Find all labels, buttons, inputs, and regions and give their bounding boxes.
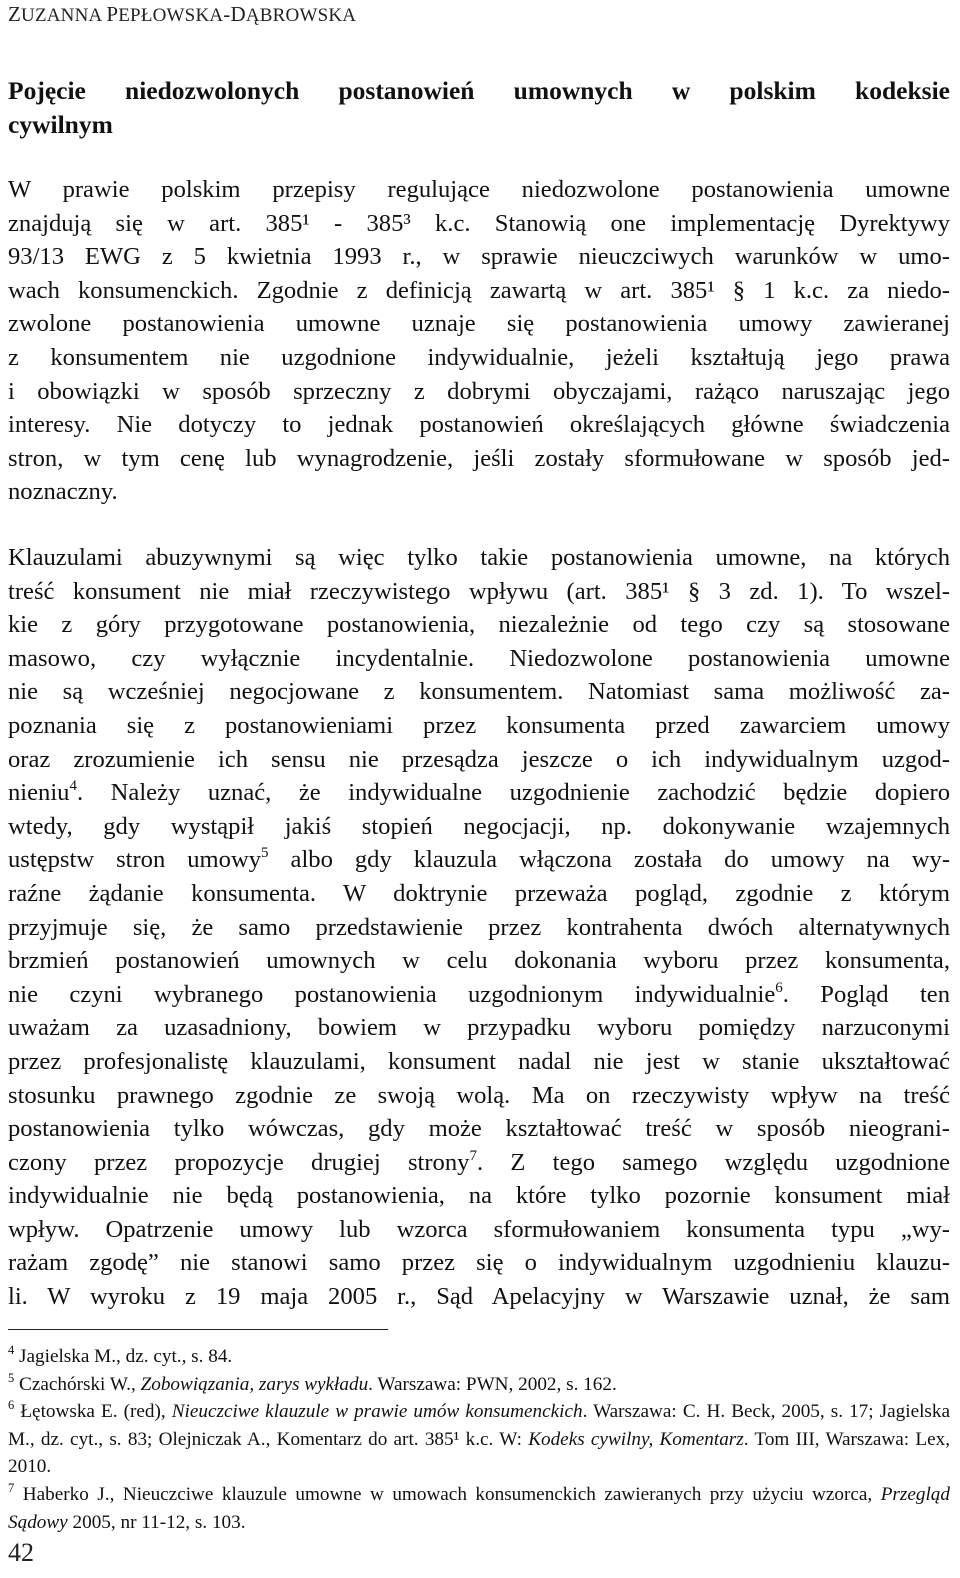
text-line (8, 1079, 950, 1113)
line-text: indywidualnie nie będą postanowienia, na które tylko pozornie konsument miał (8, 1182, 950, 1210)
line-text: nieniu (8, 779, 70, 807)
running-head-part: ĄBROWSKA (245, 5, 357, 26)
line-text: przyjmuje się, że samo przedstawienie przez kontrahenta dwóch alternatywnych (8, 913, 950, 941)
footnote-number: 6 (8, 1398, 15, 1413)
line-text: uważam za uzasadniony, bowiem w przypadku wyboru pomiędzy narzuconymi (8, 1014, 950, 1042)
line-text: nie czyni wybranego postanowienia uzgodnionym indywidualnie (8, 980, 776, 1008)
footnote-reference[interactable]: 7 (469, 1147, 477, 1164)
footnote-text: . Warszawa: C. H. Beck, 2005, s. 17; Jagielska M., dz. cyt., s. 83; Olejniczak A., Komentarz do art. 385¹ k.c. W: (8, 1401, 951, 1450)
paragraph-1 (8, 173, 950, 509)
footnote-separator (8, 1329, 388, 1330)
line-text: kie z góry przygotowane postanowienia, niezależnie od tego czy są stosowane (8, 611, 950, 639)
text-line: i obowiązki w sposób sprzeczny z dobrymi obyczajami, rażąco naruszając jego (8, 377, 950, 405)
text-line (8, 608, 950, 642)
line-text: przez profesjonalistę klauzulami, konsument nadal nie jest w stanie ukształtować (8, 1047, 950, 1075)
footnote-reference[interactable]: 4 (69, 778, 77, 795)
text-line (8, 642, 950, 676)
line-text: . Należy uznać, że indywidualne uzgodnienie zachodzić będzie dopiero (76, 779, 950, 807)
line-text: oraz zrozumienie ich sensu nie przesądza jeszcze o ich indywidualnym uzgod- (8, 745, 950, 773)
page-number: 42 (8, 1538, 34, 1567)
footnote-italic: Przegląd Sądowy (8, 1483, 950, 1533)
footnote-text: . Tom III, Warszawa: Lex, 2010. (8, 1428, 951, 1478)
line-text: Klauzulami abuzywnymi są więc tylko takie postanowienia umowne, na których (8, 544, 950, 571)
text-line: znajdują się w art. 385¹ - 385³ k.c. Stanowią one implementację Dyrektywy (8, 209, 950, 237)
text-line (8, 978, 950, 1012)
footnote-text: 2005, nr 11-12, s. 103. (67, 1511, 246, 1533)
text-line (8, 1146, 950, 1180)
footnote-text: . Warszawa: PWN, 2002, s. 162. (368, 1373, 617, 1395)
text-line: zwolone postanowienia umowne uznaje się postanowienia umowy zawieranej (8, 310, 950, 338)
text-line: 93/13 EWG z 5 kwietnia 1993 r., w sprawie nieuczciwych warunków w umo- (8, 243, 950, 271)
line-text: brzmień postanowień umownych w celu dokonania wyboru przez konsumenta, (8, 947, 950, 975)
line-text: wtedy, gdy wystąpił jakiś stopień negocjacji, np. dokonywanie wzajemnych (8, 812, 950, 840)
footnote-text: Czachórski W., (19, 1373, 141, 1395)
footnote-number: 7 (8, 1480, 15, 1495)
line-text: . Z tego samego względu uzgodnione (476, 1148, 951, 1176)
footnote-number: 4 (8, 1343, 15, 1357)
footnote-number: 5 (8, 1370, 15, 1385)
paragraph-2 (8, 541, 950, 1314)
text-line (8, 1179, 950, 1213)
text-line (8, 877, 950, 911)
text-line (8, 1011, 950, 1045)
text-line: stron, w tym cenę lub wynagrodzenie, jeśli zostały sformułowane w sposób jed- (8, 444, 950, 472)
text-line: interesy. Nie dotyczy to jednak postanowień określających główne świadczenia (8, 411, 950, 439)
text-line (8, 575, 950, 609)
text-line (8, 541, 950, 575)
footnote-5 (8, 1371, 950, 1399)
running-head-part: UZANNA (21, 5, 107, 26)
footnote-4 (8, 1343, 950, 1371)
footnote-7 (8, 1481, 950, 1536)
text-line: z konsumentem nie uzgodnione indywidualnie, jeżeli kształtują jego prawa (8, 343, 950, 371)
running-head-initial: -D (223, 2, 246, 26)
line-text: raźne żądanie konsumenta. W doktrynie przeważa pogląd, zgodnie z którym (8, 879, 950, 907)
running-head-initial: Z (8, 2, 22, 26)
footnote-6 (8, 1398, 950, 1481)
text-line (8, 911, 950, 945)
line-text: wpływ. Opatrzenie umowy lub wzorca sformułowaniem konsumenta typu „wy- (8, 1215, 950, 1243)
text-line (8, 1280, 950, 1314)
section-title: Pojęcie niedozwolonych postanowień umownych w polskim kodeksie cywilnym (8, 76, 950, 139)
footnote-reference[interactable]: 6 (775, 979, 783, 996)
line-text: czony przez propozycje drugiej strony (8, 1148, 470, 1176)
line-text: nie są wcześniej negocjowane z konsumentem. Natomiast sama możliwość za- (8, 678, 950, 706)
footnote-text: Jagielska M., dz. cyt., s. 84. (19, 1346, 233, 1367)
line-text: poznania się z postanowieniami przez konsumenta przed zawarciem umowy (8, 711, 950, 739)
line-text: treść konsument nie miał rzeczywistego wpływu (art. 385¹ § 3 zd. 1). To wszel- (8, 577, 950, 605)
line-text: ustępstw stron umowy (8, 846, 262, 874)
text-line: noznaczny. (8, 478, 118, 506)
text-line (8, 810, 950, 844)
running-head-initial: P (106, 2, 119, 26)
line-text: li. W wyroku z 19 maja 2005 r., Sąd Apelacyjny w Warszawie uznał, że sam (8, 1283, 950, 1311)
text-line (8, 675, 950, 709)
running-head-part: EPŁOWSKA (118, 5, 224, 26)
running-head (8, 2, 356, 27)
text-line: wach konsumenckich. Zgodnie z definicją zawartą w art. 385¹ § 1 k.c. za niedo- (8, 276, 950, 304)
text-line (8, 1112, 950, 1146)
footnotes (8, 1343, 950, 1536)
line-text: albo gdy klauzula włączona została do umowy na wy- (268, 846, 951, 874)
text-line (8, 1213, 950, 1247)
text-line (8, 743, 950, 777)
text-line (8, 944, 950, 978)
line-text: stosunku prawnego zgodnie ze swoją wolą. Ma on rzeczywisty wpływ na treść (8, 1081, 950, 1109)
footnote-text: Łętowska E. (red), (20, 1401, 172, 1423)
text-line: W prawie polskim przepisy regulujące niedozwolone postanowienia umowne (8, 176, 950, 203)
footnote-italic: Zobowiązania, zarys wykładu (140, 1373, 369, 1395)
footnote-italic: Nieuczciwe klauzule w prawie umów konsumenckich (171, 1401, 583, 1423)
text-line (8, 709, 950, 743)
footnote-reference[interactable]: 5 (261, 845, 269, 862)
text-line (8, 1246, 950, 1280)
line-text: masowo, czy wyłącznie incydentalnie. Niedozwolone postanowienia umowne (8, 644, 950, 672)
line-text: rażam zgodę” nie stanowi samo przez się o indywidualnym uzgodnieniu klauzu- (8, 1249, 950, 1277)
text-line (8, 1045, 950, 1079)
text-line (8, 843, 950, 877)
footnote-text: Haberko J., Nieuczciwe klauzule umowne w umowach konsumenckich zawieranych przy użyciu wzorca, (22, 1483, 881, 1505)
line-text: . Pogląd ten (782, 980, 950, 1008)
text-line (8, 776, 950, 810)
line-text: postanowienia tylko wówczas, gdy może kształtować treść w sposób nieograni- (8, 1115, 950, 1143)
footnote-italic: Kodeks cywilny, Komentarz (528, 1428, 744, 1450)
